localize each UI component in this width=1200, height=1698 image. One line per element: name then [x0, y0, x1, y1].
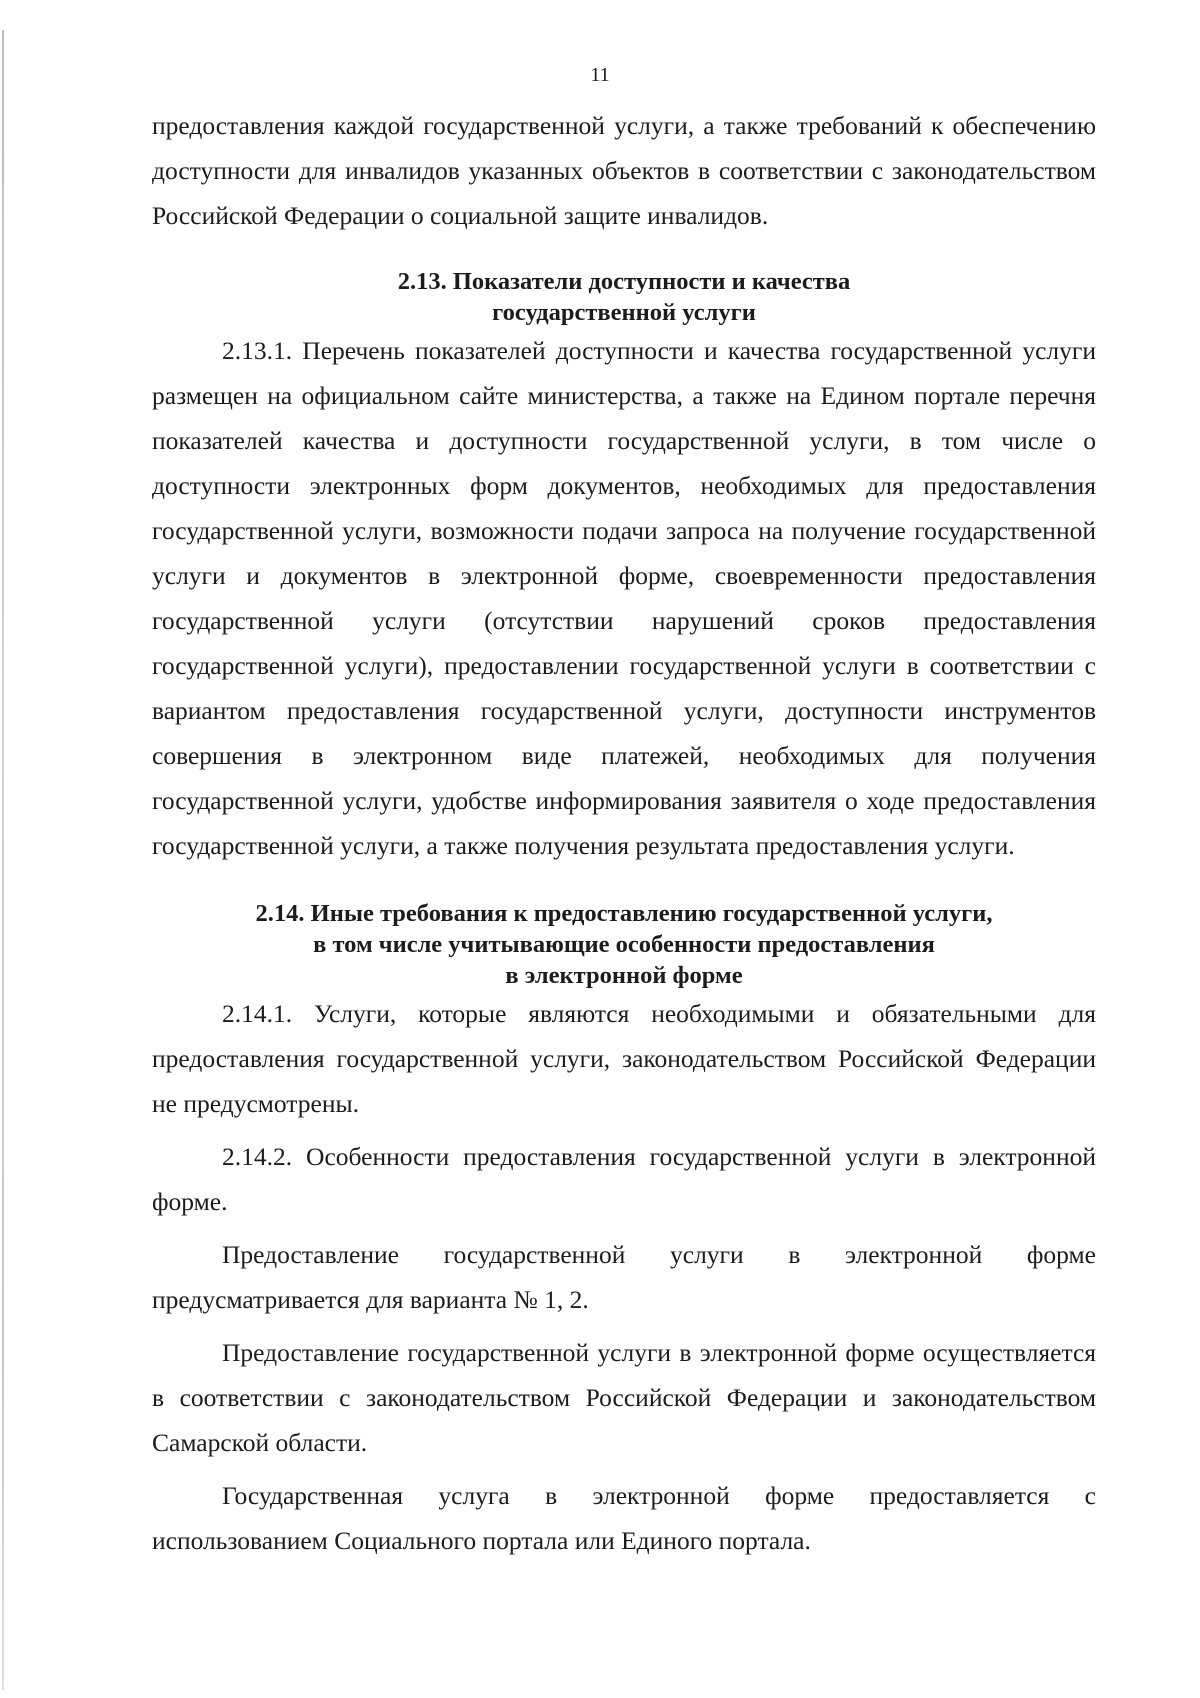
paragraph-2-14-1: 2.14.1. Услуги, которые являются необходимыми и обязательными для предоставления государственной услуги, законодательством Российской Федерации не предусмотрены.	[152, 999, 1096, 1118]
intro-paragraph: предоставления каждой государственной услуги, а также требований к обеспечению доступности для инвалидов указанных объектов в соответствии с законодательством Российской Федерации о социальной защите инвалидов.	[152, 111, 1096, 230]
section-2-14-heading-line-2: в том числе учитывающие особенности предоставления	[313, 931, 935, 958]
section-2-14-heading-line-1: 2.14. Иные требования к предоставлению государственной услуги,	[255, 900, 993, 927]
section-2-14-heading	[152, 898, 1096, 991]
paragraph-electronic-variants: Предоставление государственной услуги в электронной форме предусматривается для варианта № 1, 2.	[152, 1240, 1096, 1314]
section-2-13-heading	[152, 266, 1096, 328]
section-2-13-heading-line-2: государственной услуги	[492, 299, 756, 326]
paragraph-2-13-1: 2.13.1. Перечень показателей доступности и качества государственной услуги размещен на официальном сайте министерства, а также на Едином портале перечня показателей качества и доступности государственной услуги, в том числе о доступности электронных форм документов, необходимых для предоставления государственной услуги, возможности подачи запроса на получение государственной услуги и документов в электронной форме, своевременности предоставления государственной услуги (отсутствии нарушений сроков предоставления государственной услуги), предоставлении государственной услуги в соответствии с вариантом предоставления государственной услуги, доступности инструментов совершения в электронном виде платежей, необходимых для получения государственной услуги, удобстве информирования заявителя о ходе предоставления государственной услуги, а также получения результата предоставления услуги.	[152, 336, 1096, 860]
document-body	[152, 103, 1096, 1563]
page-number: 11	[590, 64, 610, 86]
section-2-13-heading-line-1: 2.13. Показатели доступности и качества	[397, 268, 851, 295]
paragraph-2-14-2: 2.14.2. Особенности предоставления государственной услуги в электронной форме.	[152, 1142, 1096, 1216]
scan-edge-shadow	[2, 30, 4, 1690]
section-2-14-heading-line-3: в электронной форме	[505, 962, 743, 989]
paragraph-electronic-portals: Государственная услуга в электронной форме предоставляется с использованием Социального портала или Единого портала.	[152, 1481, 1096, 1555]
paragraph-electronic-legislation: Предоставление государственной услуги в электронной форме осуществляется в соответствии с законодательством Российской Федерации и законодательством Самарской области.	[152, 1338, 1096, 1457]
